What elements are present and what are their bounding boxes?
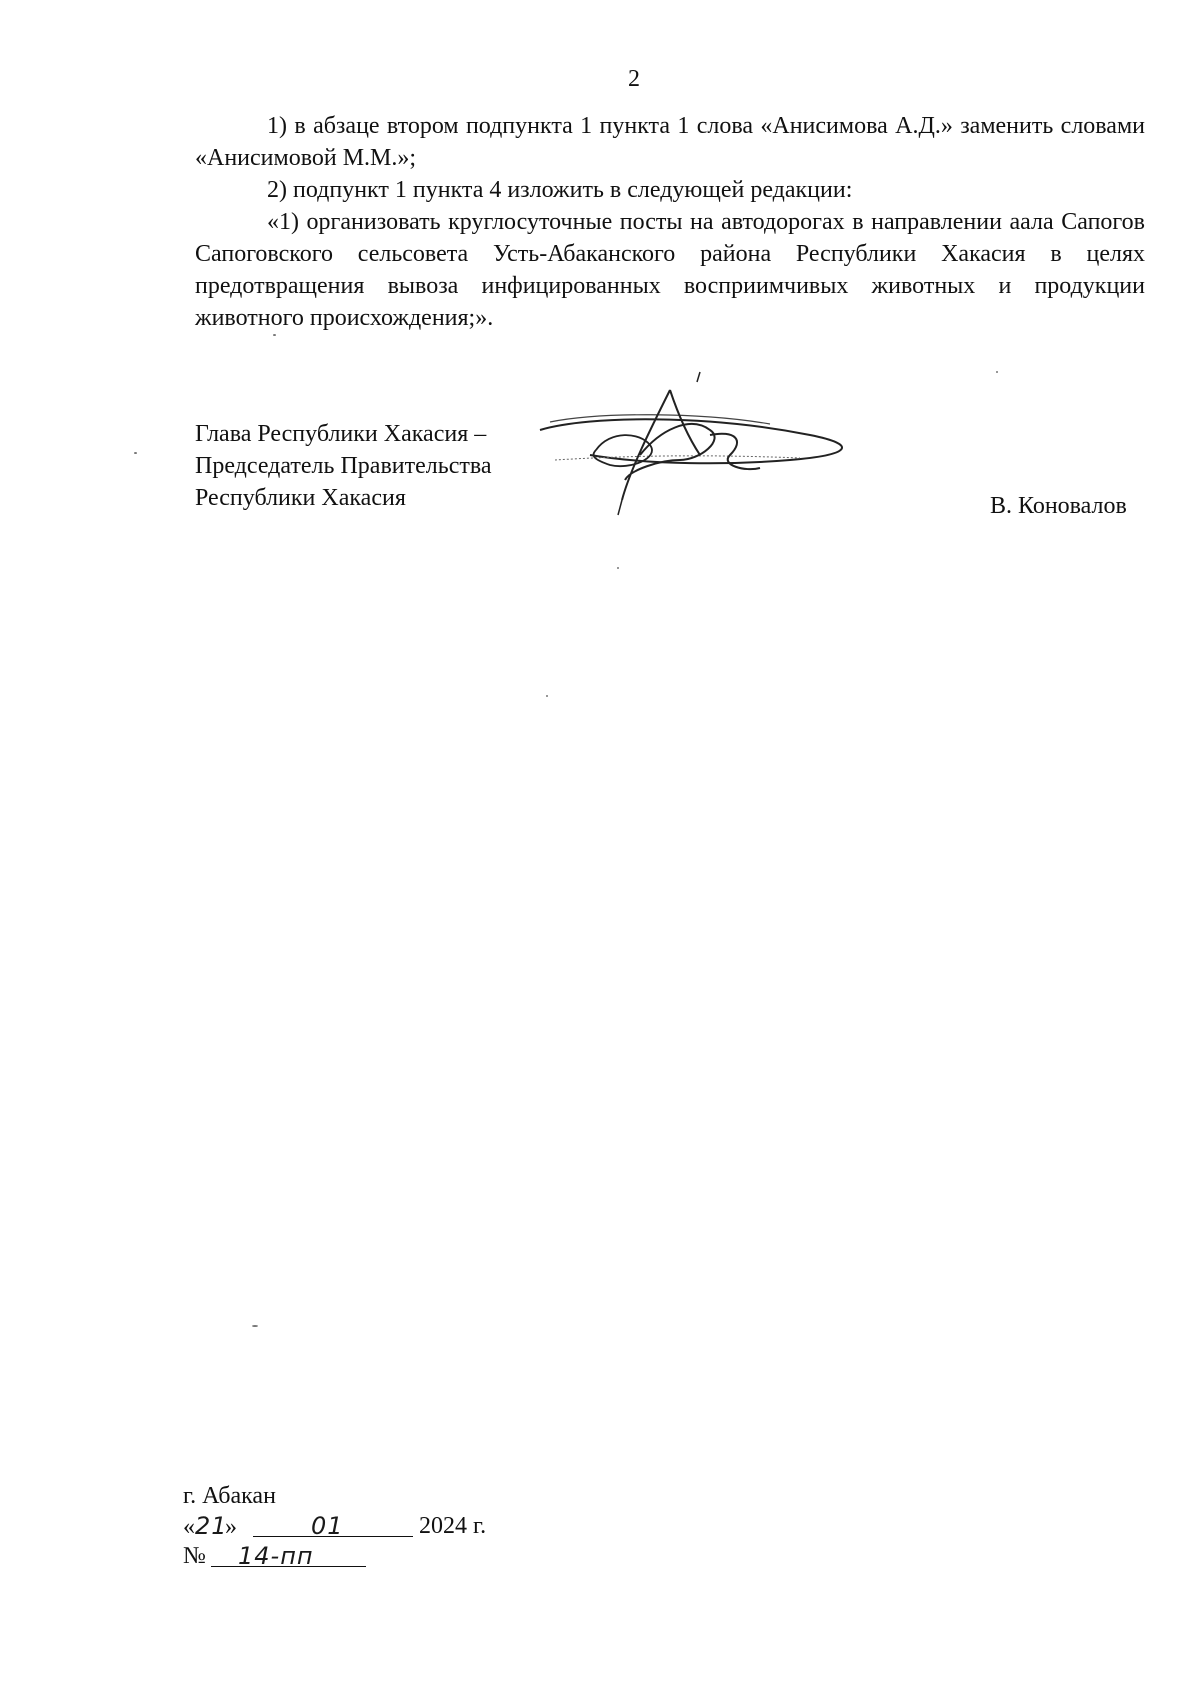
- page-number: 2: [628, 66, 640, 92]
- signatory-title-line-3: Республики Хакасия: [195, 485, 406, 511]
- scan-speck: [996, 371, 998, 373]
- scan-speck: [273, 334, 276, 336]
- month-underline: [253, 1536, 413, 1537]
- scan-speck: [546, 695, 548, 697]
- signatory-title-line-1: Глава Республики Хакасия –: [195, 421, 487, 447]
- date-month: 01: [311, 1512, 344, 1540]
- scan-speck: [252, 1325, 258, 1327]
- city-line: [183, 1480, 503, 1510]
- date-close-quote: »: [225, 1514, 237, 1540]
- scan-speck: [617, 567, 619, 569]
- date-line: [183, 1510, 503, 1540]
- signatory-title: [195, 418, 492, 514]
- handwritten-signature: [530, 360, 880, 530]
- number-line: [183, 1540, 383, 1570]
- date-day: 21: [195, 1512, 228, 1540]
- paragraph-2: 2) подпункт 1 пункта 4 изложить в следующей редакции:: [267, 177, 853, 203]
- document-number: 14-пп: [238, 1542, 314, 1570]
- document-footer: [183, 1480, 503, 1570]
- signatory-title-line-2: Председатель Правительства: [195, 453, 492, 479]
- date-open-quote: «: [183, 1514, 195, 1540]
- number-label: №: [183, 1543, 206, 1569]
- paragraph-3: «1) организовать круглосуточные посты на автодорогах в направлении аала Сапогов Сапоговского сельсовета Усть-Абаканского района Республики Хакасия в целях предотвращения вывоза инфицированных восприимчивых животных и продукции животного происхождения;».: [195, 209, 1145, 331]
- number-underline: [211, 1566, 366, 1567]
- date-year: 2024 г.: [419, 1513, 487, 1539]
- paragraph-1: 1) в абзаце втором подпункта 1 пункта 1 слова «Анисимова А.Д.» заменить словами «Анисимовой М.М.»;: [195, 113, 1145, 171]
- city: г. Абакан: [183, 1483, 276, 1509]
- document-body: [195, 110, 1145, 334]
- scan-speck: [134, 452, 137, 454]
- signatory-name: В. Коновалов: [990, 493, 1127, 519]
